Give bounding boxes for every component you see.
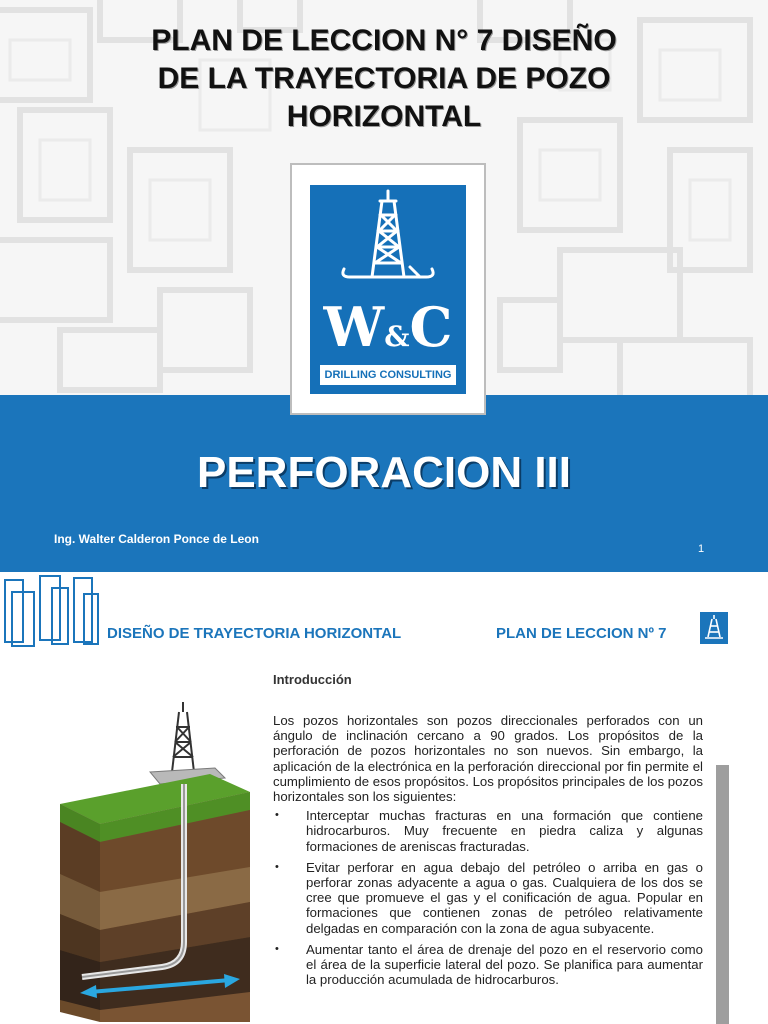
section-header: DISEÑO DE TRAYECTORIA HORIZONTAL bbox=[107, 625, 402, 642]
intro-paragraph: Los pozos horizontales son pozos direccionales perforados con un ángulo de inclinación cercano a 90 grados. Los propósitos de la perforación de pozos horizontales no son nuevos. Sin embargo, la aplicación de la electrónica en la perforación direccional por fin permite el cumplimiento de esos propósitos. Los propósitos principales de los pozos horizontales son los siguientes: bbox=[273, 713, 703, 805]
title-line-2: DE LA TRAYECTORIA DE POZO bbox=[157, 62, 611, 95]
logo-blue-panel bbox=[310, 185, 466, 394]
logo-ampersand: & bbox=[384, 320, 410, 353]
page-number: 1 bbox=[698, 543, 705, 555]
list-item bbox=[273, 808, 703, 854]
drilling-rig-icon bbox=[700, 612, 728, 644]
intro-heading: Introducción bbox=[273, 672, 352, 687]
bullet-symbol: • bbox=[275, 809, 279, 822]
list-item-text: Evitar perforar en agua debajo del petróleo o arriba en gas o perforar zonas adyacente a agua o gas. Cualquiera de los dos se cree que promueve el gas y el conificación de agua. Popular en formaciones que contienen zonas de petróleo relativamente delgadas en comparación con la zona de agua subyacente. bbox=[306, 859, 703, 936]
logo-wordmark bbox=[310, 297, 466, 367]
content-slide bbox=[0, 572, 768, 1024]
logo-subtitle: DRILLING CONSULTING bbox=[320, 365, 456, 385]
bullet-symbol: • bbox=[275, 942, 279, 955]
mini-logo bbox=[700, 612, 728, 644]
list-item bbox=[273, 860, 703, 936]
bullet-symbol: • bbox=[275, 860, 279, 873]
horizontal-well-illustration bbox=[50, 692, 260, 1022]
title-line-3: HORIZONTAL bbox=[286, 100, 482, 133]
company-logo bbox=[290, 163, 486, 415]
scrollbar[interactable] bbox=[716, 765, 729, 1024]
title-line-1: PLAN DE LECCION N° 7 DISEÑO bbox=[151, 24, 617, 57]
corner-pattern bbox=[0, 572, 110, 652]
course-title: PERFORACION III bbox=[196, 448, 572, 497]
list-item-text: Interceptar muchas fracturas en una formación que contiene hidrocarburos. Muy frecuente en piedra caliza y algunas formaciones de areniscas fracturadas. bbox=[306, 808, 703, 854]
logo-c: C bbox=[409, 295, 453, 359]
author-name: Ing. Walter Calderon Ponce de Leon bbox=[54, 532, 259, 546]
purposes-list bbox=[273, 808, 703, 987]
list-item bbox=[273, 942, 703, 988]
list-item-text: Aumentar tanto el área de drenaje del pozo en el reservorio como el área de la superficie lateral del pozo. Se planifica para aumentar la producción acumulada de hidrocarburos. bbox=[306, 941, 703, 988]
body-text bbox=[273, 713, 703, 993]
drilling-rig-icon bbox=[310, 185, 466, 297]
lesson-number: PLAN DE LECCION Nº 7 bbox=[496, 625, 667, 642]
logo-w: W bbox=[323, 295, 385, 359]
slide-title bbox=[110, 22, 658, 136]
